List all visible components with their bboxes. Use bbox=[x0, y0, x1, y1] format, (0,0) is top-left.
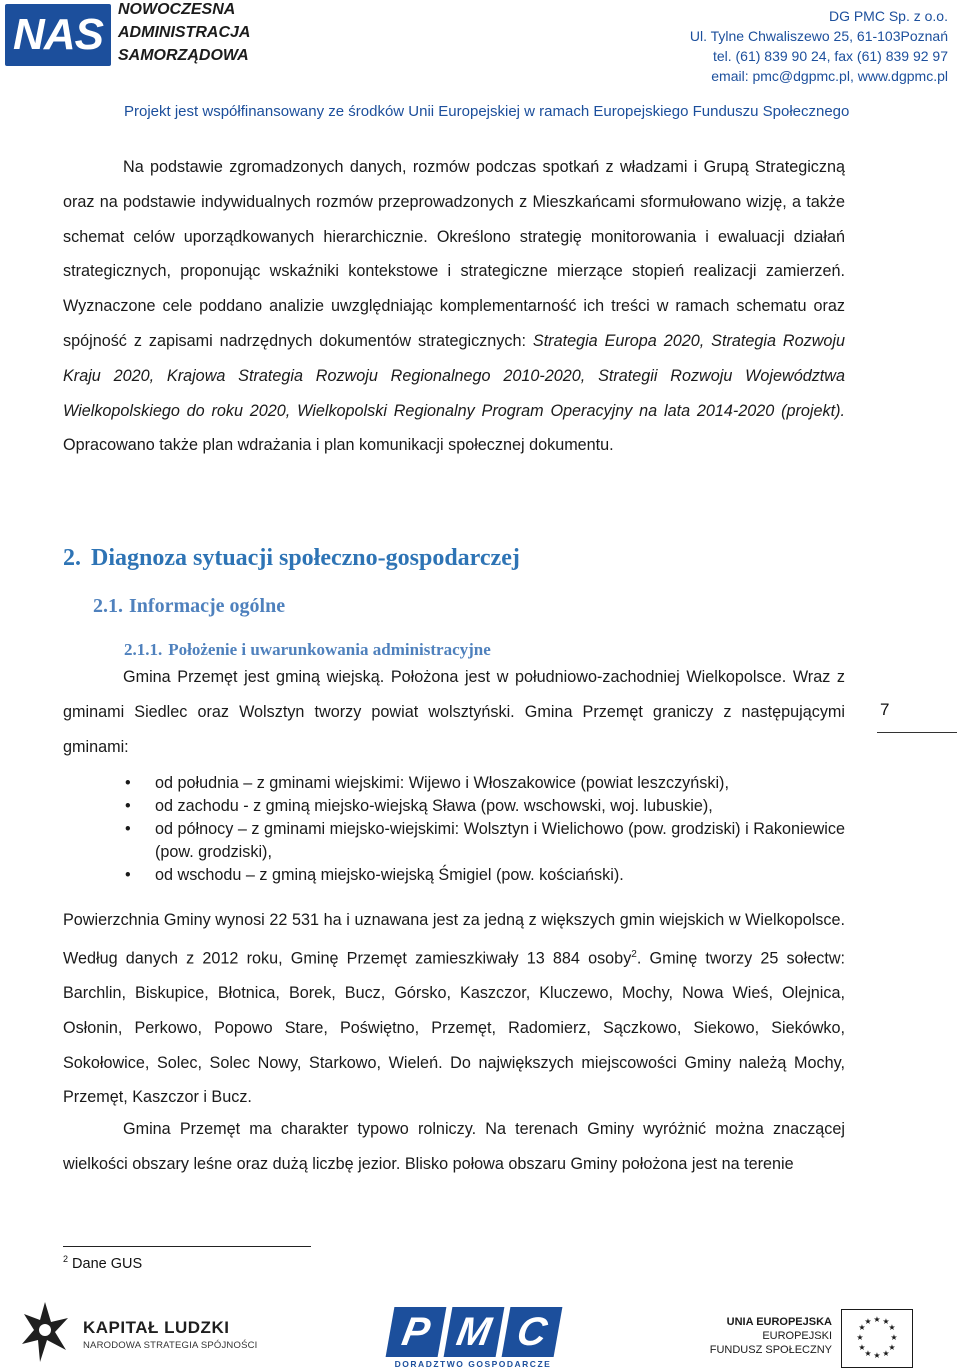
svg-text:★: ★ bbox=[873, 1315, 881, 1324]
subsubsection-heading bbox=[124, 640, 491, 660]
pmc-logo bbox=[386, 1307, 560, 1369]
intro-text: Na podstawie zgromadzonych danych, rozmów podczas spotkań z władzami i Grupą Strategiczną oraz na podstawie indywidualnych rozmów przeprowadzonych z Mieszkańcami sformułowano wizję, a także schemat celów uporządkowanych hierarchicznie. Określono strategię monitorowania i ewaluacji działań strategicznych, proponując wskaźniki kontekstowe i strategiczne mierzące stopień realizacji zamierzeń. Wyznaczone cele poddano analizie uwzględniając komplementarność ich treści w ramach schematu oraz spójność z zapisami nadrzędnych dokumentów strategicznych: bbox=[63, 158, 845, 350]
intro-text-end: Opracowano także plan wdrażania i plan komunikacji społecznej dokumentu. bbox=[63, 436, 614, 455]
list-item bbox=[120, 772, 845, 795]
subsection-heading bbox=[93, 595, 285, 618]
page-number-rule bbox=[877, 732, 957, 733]
neighbors-list bbox=[120, 772, 845, 887]
footnote-text: Dane GUS bbox=[68, 1255, 143, 1272]
svg-text:★: ★ bbox=[888, 1323, 896, 1332]
nas-logo: NAS bbox=[5, 4, 111, 66]
company-phone: tel. (61) 839 90 24, fax (61) 839 92 97 bbox=[712, 48, 948, 64]
eu-line-1: UNIA EUROPEJSKA bbox=[726, 1316, 832, 1328]
page-number: 7 bbox=[880, 700, 890, 719]
list-item-text: od zachodu - z gminą miejsko-wiejską Sława (pow. wschowski, woj. lubuskie), bbox=[155, 797, 713, 815]
intro-documents-list: Strategia Europa 2020, Strategia Rozwoju Kraju 2020, Krajowa Strategia Rozwoju Regionalnego 2010-2020, Strategii Rozwoju Województwa Wielkopolskiego do roku 2020, Wielkopolski Regionalny Program Operacyjny na lata 2014-2020 (projekt). bbox=[63, 331, 845, 420]
company-address: Ul. Tylne Chwaliszewo 25, 61-103Poznań bbox=[689, 28, 948, 44]
list-item bbox=[120, 864, 845, 887]
nas-logo-line-3: SAMORZĄDOWA bbox=[118, 47, 249, 64]
area-paragraph bbox=[63, 903, 845, 1115]
list-item bbox=[120, 818, 845, 864]
footnote bbox=[63, 1254, 142, 1272]
company-info bbox=[618, 6, 948, 86]
svg-text:★: ★ bbox=[858, 1343, 866, 1352]
agriculture-paragraph: Gmina Przemęt ma charakter typowo rolniczy. Na terenach Gminy wyróżnić można znaczącej wielkości obszary leśne oraz dużą liczbę jezior. Blisko połowa obszaru Gminy położona jest na terenie bbox=[63, 1120, 845, 1173]
eu-text bbox=[700, 1315, 832, 1357]
subsection-title: Informacje ogólne bbox=[129, 595, 286, 617]
bullet-icon: • bbox=[125, 774, 131, 792]
kapital-ludzki-title: KAPITAŁ LUDZKI bbox=[83, 1318, 230, 1337]
list-item-text: od północy – z gminami miejsko-wiejskimi: Wolsztyn i Wielichowo (pow. grodziski) i Rakoniewice (pow. grodziski), bbox=[155, 820, 845, 861]
area-text: Powierzchnia Gminy wynosi 22 531 ha i uznawana jest za jedną z większych gmin wiejskich w Wielkopolsce. Według danych z 2012 roku, Gminę Przemęt zamieszkiwały 13 884 osoby bbox=[63, 911, 845, 968]
list-item bbox=[120, 795, 845, 818]
footnote-reference[interactable]: 2 bbox=[631, 948, 637, 960]
section-heading bbox=[63, 545, 520, 572]
project-funding-line: Projekt jest współfinansowany ze środków Unii Europejskiej w ramach Europejskiego Funduszu Społecznego bbox=[124, 103, 850, 120]
svg-text:★: ★ bbox=[882, 1349, 890, 1358]
svg-text:★: ★ bbox=[888, 1343, 896, 1352]
svg-text:★: ★ bbox=[890, 1333, 898, 1342]
list-item-text: od wschodu – z gminą miejsko-wiejską Śmigiel (pow. kościański). bbox=[155, 866, 624, 884]
bullet-icon: • bbox=[125, 820, 131, 838]
subsubsection-title: Położenie i uwarunkowania administracyjne bbox=[168, 640, 491, 659]
bullet-icon: • bbox=[125, 797, 131, 815]
company-name: DG PMC Sp. z o.o. bbox=[828, 8, 948, 24]
svg-text:★: ★ bbox=[864, 1317, 872, 1326]
footnote-number: 2 bbox=[63, 1254, 69, 1264]
kapital-ludzki-subtitle: NARODOWA STRATEGIA SPÓJNOŚCI bbox=[83, 1340, 258, 1351]
subsection-number: 2.1. bbox=[93, 595, 123, 617]
intro-paragraph bbox=[63, 150, 845, 463]
nas-logo-line-1: NOWOCZESNA bbox=[118, 1, 236, 18]
svg-text:★: ★ bbox=[882, 1317, 890, 1326]
section-number: 2. bbox=[63, 545, 81, 571]
company-email: email: pmc@dgpmc.pl, www.dgpmc.pl bbox=[711, 68, 948, 84]
eu-line-3: FUNDUSZ SPOŁECZNY bbox=[709, 1344, 832, 1356]
svg-text:★: ★ bbox=[858, 1323, 866, 1332]
svg-text:★: ★ bbox=[864, 1349, 872, 1358]
location-paragraph: Gmina Przemęt jest gminą wiejską. Położona jest w południowo-zachodniej Wielkopolsce. Wraz z gminami Siedlec oraz Wolsztyn tworzy powiat wolsztyński. Gmina Przemęt graniczy z następującymi gminami: bbox=[63, 668, 845, 756]
list-item-text: od południa – z gminami wiejskimi: Wijewo i Włoszakowice (powiat leszczyński), bbox=[155, 774, 729, 792]
eu-flag-icon bbox=[841, 1309, 913, 1368]
area-text-end: . Gminę tworzy 25 sołectw: Barchlin, Biskupice, Błotnica, Borek, Bucz, Górsko, Kaszczor, Kluczewo, Mochy, Nowa Wieś, Olejnica, Osłonin, Perkowo, Popowo Stare, Poświętno, Przemęt, Radomierz, Sączkowo, Siekowo, Siekówko, Sokołowice, Solec, Solec Nowy, Starkowo, Wieleń. Do największych miejscowości Gminy należą Mochy, Przemęt, Kaszczor i Bucz. bbox=[63, 949, 846, 1107]
section-title: Diagnoza sytuacji społeczno-gospodarczej bbox=[91, 545, 520, 571]
footnote-separator bbox=[63, 1246, 311, 1247]
pmc-letter-c: C bbox=[502, 1307, 563, 1357]
kapital-ludzki-star-icon bbox=[20, 1300, 70, 1364]
bullet-icon: • bbox=[125, 866, 131, 884]
svg-text:★: ★ bbox=[873, 1351, 881, 1360]
eu-line-2: EUROPEJSKI bbox=[762, 1330, 832, 1342]
pmc-tagline: DORADZTWO GOSPODARCZE bbox=[394, 1359, 552, 1369]
pmc-letter-m: M bbox=[444, 1307, 505, 1357]
svg-text:★: ★ bbox=[856, 1333, 864, 1342]
pmc-letter-p: P bbox=[386, 1307, 447, 1357]
subsubsection-number: 2.1.1. bbox=[124, 640, 163, 659]
nas-logo-line-2: ADMINISTRACJA bbox=[118, 24, 251, 41]
